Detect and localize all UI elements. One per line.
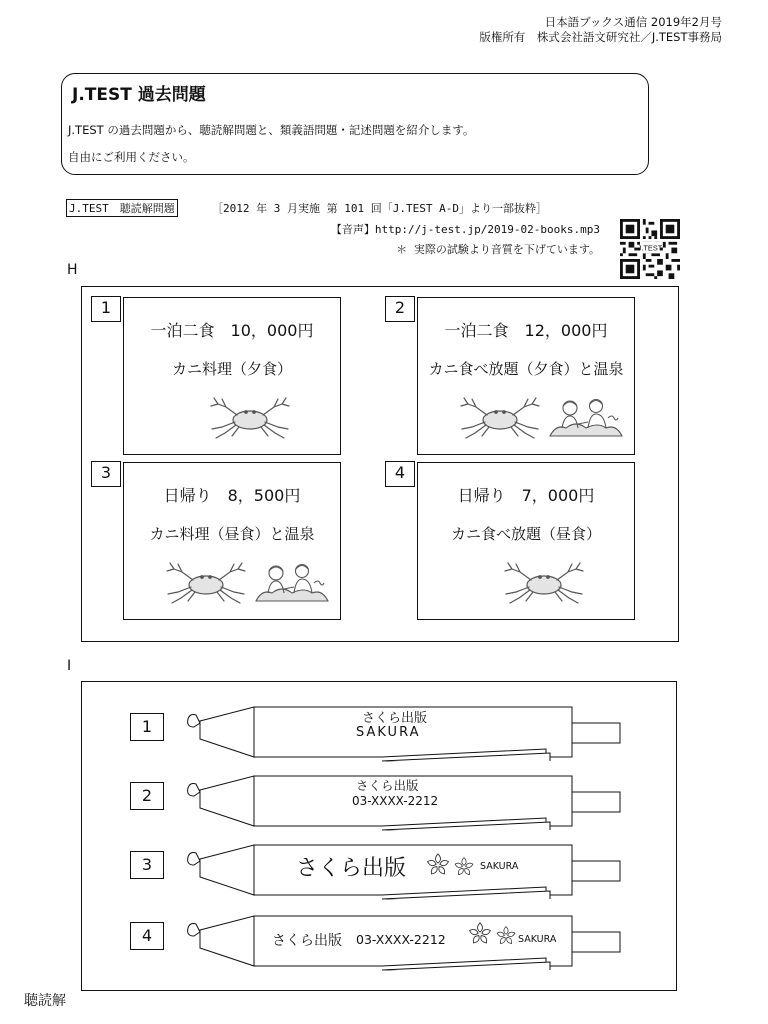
- option-number: 2: [385, 296, 415, 322]
- option-number: 3: [91, 461, 121, 487]
- option-number: 3: [130, 851, 164, 879]
- newsletter-issue: 日本語ブックス通信 2019年2月号: [544, 15, 722, 29]
- section-label: J.TEST 聴読解問題: [66, 199, 178, 217]
- copyright-line: 版権所有 株式会社語文研究社／J.TEST事務局: [479, 30, 722, 44]
- question-i-letter: I: [67, 658, 72, 674]
- answer-option-card-2[interactable]: [394, 297, 635, 455]
- option-description: カニ食べ放題（夕食）と温泉: [428, 360, 624, 378]
- option-number: 4: [385, 461, 415, 487]
- pen-print-detail: SAKURA: [356, 725, 421, 740]
- cherry-blossom-icon: [468, 920, 524, 948]
- intro-title: J.TEST 過去問題: [72, 85, 206, 105]
- answer-option-pen-1[interactable]: [130, 713, 630, 769]
- answer-option-card-3[interactable]: [100, 462, 341, 620]
- pen-print-brand: さくら出版: [272, 933, 342, 949]
- option-number: 4: [130, 922, 164, 950]
- option-description: カニ食べ放題（昼食）: [450, 525, 601, 543]
- pen-print-detail: SAKURA: [480, 861, 519, 872]
- option-number: 1: [130, 713, 164, 741]
- audio-note: ＊ 実際の試験より音質を下げています。: [396, 243, 600, 256]
- cherry-blossom-icon: [426, 851, 482, 879]
- crab-icon: [498, 559, 590, 607]
- pen-print-brand: さくら出版: [362, 711, 428, 726]
- pen-print-sakura: SAKURA: [518, 934, 557, 945]
- option-number: 2: [130, 782, 164, 810]
- hot-spring-icon: [548, 394, 624, 442]
- crab-icon: [204, 394, 296, 442]
- option-description: カニ料理（夕食）: [171, 360, 292, 378]
- pen-print-detail: 03-XXXX-2212: [352, 794, 439, 808]
- option-price: 一泊二食 12，000円: [444, 321, 608, 340]
- answer-option-pen-4[interactable]: [130, 922, 630, 978]
- pen-print-brand: さくら出版: [296, 856, 407, 881]
- answer-option-card-4[interactable]: [394, 462, 635, 620]
- pen-print-brand: さくら出版: [356, 778, 419, 793]
- page-footer-label: 聴読解: [24, 993, 66, 1009]
- option-number: 1: [91, 296, 121, 322]
- hot-spring-icon: [254, 559, 330, 607]
- crab-icon: [160, 559, 252, 607]
- answer-option-pen-2[interactable]: [130, 778, 630, 838]
- intro-text-2: 自由にご利用ください。: [68, 150, 195, 164]
- option-description: カニ料理（昼食）と温泉: [149, 525, 315, 543]
- option-price: 日帰り 8，500円: [163, 486, 301, 505]
- crab-icon: [454, 394, 546, 442]
- section-source: ［2012 年 3 月実施 第 101 回「J.TEST A-D」より一部抜粋］: [212, 202, 547, 215]
- intro-text: J.TEST の過去問題から、聴読解問題と、類義語問題・記述問題を紹介します。: [68, 123, 475, 137]
- intro-box: [61, 73, 649, 175]
- pen-print-detail: 03-XXXX-2212: [356, 932, 446, 947]
- option-price: 日帰り 7，000円: [457, 486, 595, 505]
- answer-option-pen-3[interactable]: [130, 851, 630, 907]
- svg-text:J.TEST: J.TEST: [637, 243, 663, 253]
- question-h-letter: H: [67, 262, 78, 278]
- answer-option-card-1[interactable]: [100, 297, 341, 455]
- audio-link[interactable]: 【音声】http://j-test.jp/2019-02-books.mp3: [330, 223, 600, 236]
- option-price: 一泊二食 10，000円: [150, 321, 314, 340]
- qr-code-image: [618, 219, 682, 279]
